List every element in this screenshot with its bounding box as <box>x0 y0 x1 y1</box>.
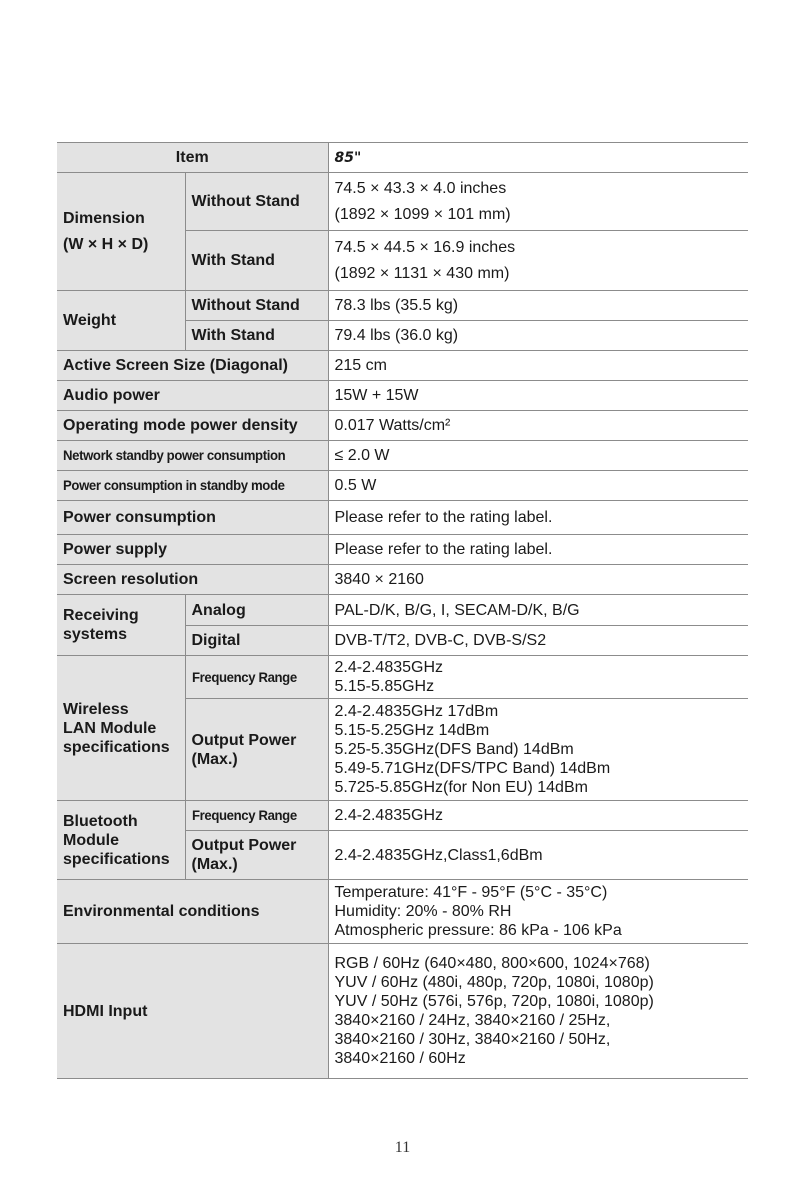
receiving-analog-value: PAL-D/K, B/G, I, SECAM-D/K, B/G <box>328 595 748 626</box>
bluetooth-frequency-value: 2.4-2.4835GHz <box>328 801 748 831</box>
standby-consumption-value: 0.5 W <box>328 471 748 501</box>
item-header: Item <box>57 143 328 173</box>
environment-label: Environmental conditions <box>57 880 328 944</box>
active-screen-value: 215 cm <box>328 351 748 381</box>
operating-density-value: 0.017 Watts/cm² <box>328 411 748 441</box>
dimension-label: Dimension (W × H × D) <box>57 173 185 291</box>
weight-without-stand-label: Without Stand <box>185 291 328 321</box>
bluetooth-label: Bluetooth Module specifications <box>57 801 185 880</box>
wireless-frequency-label: Frequency Range <box>191 668 297 685</box>
power-consumption-value: Please refer to the rating label. <box>328 501 748 535</box>
network-standby-label: Network standby power consumption <box>63 447 286 463</box>
spec-table <box>57 142 748 1079</box>
power-consumption-label: Power consumption <box>57 501 328 535</box>
dimension-without-stand-value: 74.5 × 43.3 × 4.0 inches (1892 × 1099 × 101 mm) <box>328 173 748 231</box>
power-supply-value: Please refer to the rating label. <box>328 535 748 565</box>
weight-with-stand-value: 79.4 lbs (36.0 kg) <box>328 321 748 351</box>
page-number: 11 <box>394 1139 411 1156</box>
audio-power-label: Audio power <box>57 381 328 411</box>
screen-resolution-value: 3840 × 2160 <box>328 565 748 595</box>
bluetooth-output-value: 2.4-2.4835GHz,Class1,6dBm <box>328 831 748 880</box>
screen-resolution-label: Screen resolution <box>57 565 328 595</box>
wireless-output-value: 2.4-2.4835GHz 17dBm 5.15-5.25GHz 14dBm 5.25-5.35GHz(DFS Band) 14dBm 5.49-5.71GHz(DFS/TPC Band) 14dBm 5.725-5.85GHz(for Non EU) 14dBm <box>328 699 748 801</box>
network-standby-value: ≤ 2.0 W <box>328 441 748 471</box>
bluetooth-frequency-label: Frequency Range <box>191 807 297 823</box>
weight-without-stand-value: 78.3 lbs (35.5 kg) <box>328 291 748 321</box>
model-header: 85" <box>334 149 362 166</box>
wireless-output-label: Output Power (Max.) <box>185 699 328 801</box>
weight-with-stand-label: With Stand <box>185 321 328 351</box>
dimension-with-stand-label: With Stand <box>185 231 328 291</box>
dimension-with-stand-value: 74.5 × 44.5 × 16.9 inches (1892 × 1131 × 430 mm) <box>328 231 748 291</box>
receiving-analog-label: Analog <box>185 595 328 626</box>
weight-label: Weight <box>57 291 185 351</box>
audio-power-value: 15W + 15W <box>328 381 748 411</box>
wireless-label: Wireless LAN Module specifications <box>57 656 185 801</box>
dimension-without-stand-label: Without Stand <box>185 173 328 231</box>
header-row <box>57 143 748 173</box>
bluetooth-output-label: Output Power (Max.) <box>185 831 328 880</box>
receiving-digital-value: DVB-T/T2, DVB-C, DVB-S/S2 <box>328 626 748 656</box>
hdmi-label: HDMI Input <box>57 944 328 1079</box>
active-screen-label: Active Screen Size (Diagonal) <box>57 351 328 381</box>
operating-density-label: Operating mode power density <box>57 411 328 441</box>
wireless-frequency-value: 2.4-2.4835GHz 5.15-5.85GHz <box>328 656 748 699</box>
environment-value: Temperature: 41°F - 95°F (5°C - 35°C) Humidity: 20% - 80% RH Atmospheric pressure: 86 kPa - 106 kPa <box>328 880 748 944</box>
power-supply-label: Power supply <box>57 535 328 565</box>
receiving-label: Receiving systems <box>57 595 185 656</box>
receiving-digital-label: Digital <box>185 626 328 656</box>
hdmi-value: RGB / 60Hz (640×480, 800×600, 1024×768) YUV / 60Hz (480i, 480p, 720p, 1080i, 1080p) YUV / 50Hz (576i, 576p, 720p, 1080i, 1080p) 3840×2160 / 24Hz, 3840×2160 / 25Hz, 3840×2160 / 30Hz, 3840×2160 / 50Hz, 3840×2160 / 60Hz <box>328 944 748 1079</box>
standby-consumption-label: Power consumption in standby mode <box>63 477 285 493</box>
